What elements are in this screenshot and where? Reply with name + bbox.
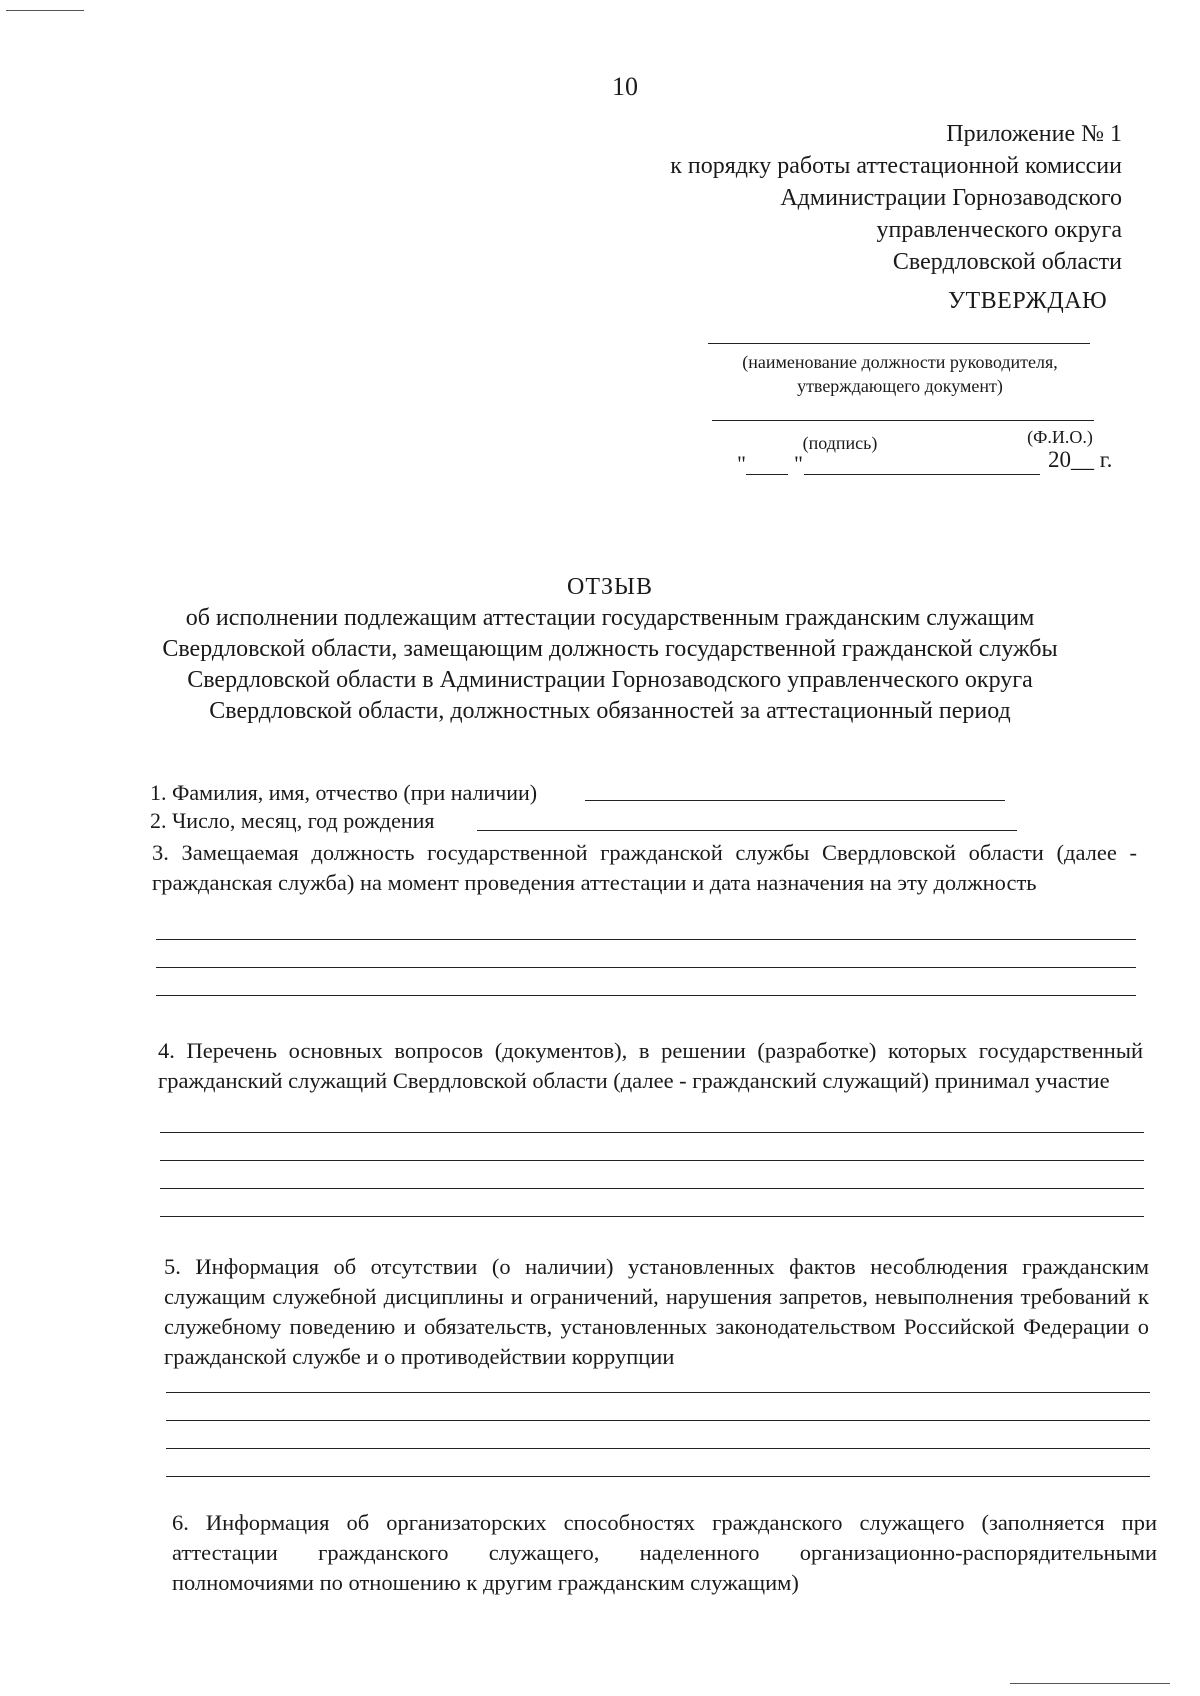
field-position-line-3[interactable] bbox=[156, 995, 1136, 996]
field-questions-line-3[interactable] bbox=[160, 1188, 1144, 1189]
field-full-name-label: 1. Фамилия, имя, отчество (при наличии) bbox=[150, 780, 538, 805]
approval-heading: УТВЕРЖДАЮ bbox=[948, 288, 1108, 314]
field-questions-line-2[interactable] bbox=[160, 1160, 1144, 1161]
page-number: 10 bbox=[612, 72, 638, 101]
corner-scan-mark-bottom bbox=[1010, 1683, 1170, 1684]
field-birth-date-label: 2. Число, месяц, год рождения bbox=[150, 808, 435, 833]
field-position-line-2[interactable] bbox=[156, 967, 1136, 968]
appendix-line-1: Приложение № 1 bbox=[946, 121, 1122, 147]
review-subtitle-line-3: Свердловской области в Администрации Горнозаводского управленческого округа bbox=[187, 667, 1033, 693]
fio-caption: (Ф.И.О.) bbox=[1027, 427, 1093, 447]
field-discipline-line-4[interactable] bbox=[166, 1476, 1150, 1477]
field-discipline-line-1[interactable] bbox=[166, 1392, 1150, 1393]
position-line bbox=[708, 343, 1090, 344]
field-organizational-label: 6. Информация об организаторских способностях гражданского служащего (заполняется при аттестации гражданского служащего, наделенного организационно-распорядительными полномочиями по отношению к другим гражданским служащим) bbox=[172, 1510, 1157, 1595]
review-subtitle-line-4: Свердловской области, должностных обязанностей за аттестационный период bbox=[209, 698, 1011, 724]
field-discipline-line-3[interactable] bbox=[166, 1448, 1150, 1449]
date-day-line bbox=[746, 474, 788, 475]
corner-scan-mark bbox=[6, 10, 84, 11]
review-title: ОТЗЫВ bbox=[567, 574, 653, 600]
position-caption-line-2: утверждающего документ) bbox=[797, 376, 1003, 396]
field-questions-label: 4. Перечень основных вопросов (документов), в решении (разработке) которых государственный гражданский служащий Свердловской области (далее - гражданский служащий) принимал участие bbox=[158, 1038, 1143, 1093]
appendix-line-2: к порядку работы аттестационной комиссии bbox=[670, 153, 1122, 179]
review-subtitle-line-1: об исполнении подлежащим аттестации государственным гражданским служащим bbox=[185, 605, 1035, 631]
date-quote-open: " bbox=[737, 451, 746, 476]
field-discipline-label: 5. Информация об отсутствии (о наличии) установленных фактов несоблюдения гражданским служащим служебной дисциплины и ограничений, нарушения запретов, невыполнения требований к служебному поведению и обязательств, установленных законодательством Российской Федерации о гражданской службе и о противодействии коррупции bbox=[164, 1254, 1149, 1369]
field-questions-line-4[interactable] bbox=[160, 1216, 1144, 1217]
position-caption-line-1: (наименование должности руководителя, bbox=[742, 352, 1058, 372]
appendix-header bbox=[670, 118, 1122, 278]
field-discipline-line-2[interactable] bbox=[166, 1420, 1150, 1421]
appendix-line-5: Свердловской области bbox=[892, 249, 1122, 275]
field-position-label: 3. Замещаемая должность государственной гражданской службы Свердловской области (далее - гражданская служба) на момент проведения аттестации и дата назначения на эту должность bbox=[152, 840, 1137, 895]
position-caption bbox=[700, 350, 1100, 398]
review-title-block bbox=[150, 572, 1070, 727]
field-questions-line-1[interactable] bbox=[160, 1132, 1144, 1133]
signature-caption: (подпись) bbox=[802, 433, 878, 453]
field-position-line-1[interactable] bbox=[156, 939, 1136, 940]
date-year: 20__ г. bbox=[1048, 447, 1113, 472]
review-subtitle-line-2: Свердловской области, замещающим должность государственной гражданской службы bbox=[162, 636, 1058, 662]
appendix-line-4: управленческого округа bbox=[876, 217, 1122, 243]
field-birth-date-line[interactable] bbox=[477, 830, 1017, 831]
appendix-line-3: Администрации Горнозаводского bbox=[780, 185, 1122, 211]
field-full-name-line[interactable] bbox=[585, 800, 1005, 801]
signature-fio-line bbox=[712, 420, 1094, 421]
date-month-line bbox=[804, 474, 1040, 475]
date-quote-close: " bbox=[794, 451, 803, 476]
